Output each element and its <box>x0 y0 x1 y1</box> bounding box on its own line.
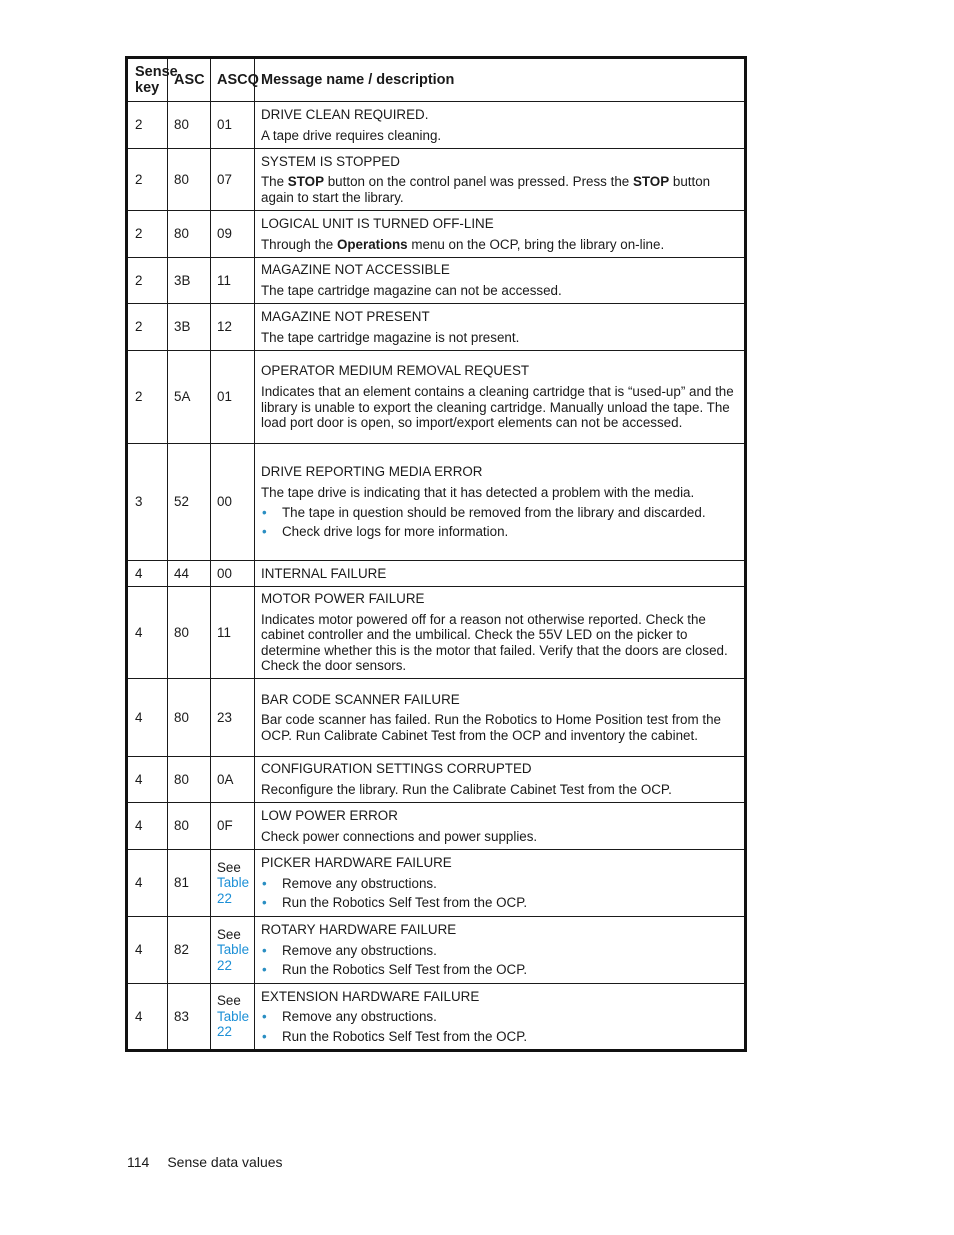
message-description <box>261 829 738 845</box>
message-title: MAGAZINE NOT ACCESSIBLE <box>261 262 450 278</box>
table-header-row <box>127 58 746 102</box>
asc-cell: 44 <box>168 561 211 587</box>
table-row <box>127 850 746 917</box>
list-item <box>261 876 738 892</box>
message-description <box>261 330 738 346</box>
message-description <box>261 782 738 798</box>
sense-key-cell: 4 <box>127 917 168 984</box>
message-title: OPERATOR MEDIUM REMOVAL REQUEST <box>261 363 530 379</box>
asc-cell: 80 <box>168 679 211 757</box>
message-title: BAR CODE SCANNER FAILURE <box>261 691 460 707</box>
table-row <box>127 149 746 211</box>
message-title: INTERNAL FAILURE <box>261 565 387 581</box>
header-message: Message name / description <box>255 58 746 102</box>
header-asc: ASC <box>168 58 211 102</box>
table-row <box>127 304 746 351</box>
asc-cell: 80 <box>168 102 211 149</box>
ascq-see-text: See <box>217 926 241 942</box>
description-text: The tape cartridge magazine can not be accessed. <box>261 283 562 298</box>
list-item <box>261 895 738 911</box>
ascq-cell: 01 <box>211 102 255 149</box>
description-text: The <box>261 174 288 190</box>
bullet-icon: • <box>262 504 267 520</box>
message-title: LOW POWER ERROR <box>261 807 398 823</box>
message-title: PICKER HARDWARE FAILURE <box>261 855 452 871</box>
sense-key-cell: 4 <box>127 803 168 850</box>
table-row <box>127 351 746 444</box>
message-cell <box>255 102 746 149</box>
message-title: EXTENSION HARDWARE FAILURE <box>261 988 480 1004</box>
table-row <box>127 679 746 757</box>
description-text: Bar code scanner has failed. Run the Robotics to Home Position test from the OCP. Run Calibrate Cabinet Test from the OCP and inventory the cabinet. <box>261 712 721 743</box>
page-number: 114 <box>127 1154 150 1170</box>
asc-cell: 80 <box>168 757 211 803</box>
message-cell <box>255 304 746 351</box>
message-title: SYSTEM IS STOPPED <box>261 153 400 169</box>
sense-key-cell: 2 <box>127 102 168 149</box>
ascq-cell <box>211 917 255 984</box>
asc-cell: 81 <box>168 850 211 917</box>
message-cell <box>255 351 746 444</box>
message-title: DRIVE CLEAN REQUIRED. <box>261 106 429 122</box>
description-text: Indicates that an element contains a cleaning cartridge that is “used-up” and the library is unable to export the cleaning cartridge. Manually unload the tape. The load port door is open, so import/export elements can not be accessed. <box>261 383 734 431</box>
asc-cell: 5A <box>168 351 211 444</box>
ascq-cell: 0A <box>211 757 255 803</box>
message-cell <box>255 917 746 984</box>
bullet-list <box>261 505 738 540</box>
sense-key-cell: 4 <box>127 561 168 587</box>
asc-cell: 82 <box>168 917 211 984</box>
ascq-cell: 00 <box>211 444 255 561</box>
table-22-link[interactable]: 22 <box>217 957 232 973</box>
ascq-cell <box>211 850 255 917</box>
table-22-link[interactable]: 22 <box>217 890 232 906</box>
table-row <box>127 444 746 561</box>
bullet-icon: • <box>262 1009 267 1025</box>
list-item <box>261 524 738 540</box>
sense-key-cell: 4 <box>127 984 168 1051</box>
description-text: Reconfigure the library. Run the Calibrate Cabinet Test from the OCP. <box>261 782 672 797</box>
message-cell <box>255 679 746 757</box>
ascq-cell: 00 <box>211 561 255 587</box>
table-row <box>127 757 746 803</box>
ascq-cell: 0F <box>211 803 255 850</box>
description-text: Through the <box>261 236 337 252</box>
sense-key-cell: 2 <box>127 258 168 304</box>
message-description <box>261 384 738 431</box>
description-text: Indicates motor powered off for a reason not otherwise reported. Check the cabinet controller and the umbilical. Check the 55V LED on the picker to determine whether this is the motor that failed. Verify that the doors are closed. Check the door sensors. <box>261 611 728 674</box>
list-item <box>261 943 738 959</box>
sense-key-cell: 3 <box>127 444 168 561</box>
message-title: LOGICAL UNIT IS TURNED OFF-LINE <box>261 215 494 231</box>
list-item <box>261 505 738 521</box>
sense-key-cell: 2 <box>127 149 168 211</box>
bullet-list <box>261 1009 738 1044</box>
message-cell <box>255 850 746 917</box>
asc-cell: 80 <box>168 803 211 850</box>
bullet-icon: • <box>262 895 267 911</box>
header-ascq: ASCQ <box>211 58 255 102</box>
table-row <box>127 587 746 679</box>
table-row <box>127 211 746 258</box>
table-row <box>127 803 746 850</box>
bullet-text: Run the Robotics Self Test from the OCP. <box>282 1028 528 1044</box>
message-description <box>261 128 738 144</box>
bullet-icon: • <box>262 1028 267 1044</box>
table-22-link[interactable]: Table <box>217 942 250 958</box>
asc-cell: 52 <box>168 444 211 561</box>
bullet-text: Remove any obstructions. <box>282 942 437 958</box>
description-text: A tape drive requires cleaning. <box>261 127 442 143</box>
ascq-cell: 11 <box>211 258 255 304</box>
table-body <box>127 102 746 1051</box>
table-row <box>127 917 746 984</box>
message-description <box>261 283 738 299</box>
sense-key-cell: 4 <box>127 587 168 679</box>
list-item <box>261 1009 738 1025</box>
table-row <box>127 561 746 587</box>
list-item <box>261 1029 738 1045</box>
asc-cell: 83 <box>168 984 211 1051</box>
bullet-list <box>261 943 738 978</box>
table-22-link[interactable]: Table <box>217 875 250 891</box>
description-text: button again to start the library. <box>261 174 711 205</box>
ascq-cell <box>211 984 255 1051</box>
table-row <box>127 984 746 1051</box>
sense-key-cell: 4 <box>127 850 168 917</box>
button-name: STOP <box>632 174 670 190</box>
description-text: button on the control panel was pressed. Press the <box>324 174 633 190</box>
table-22-link[interactable]: 22 <box>217 1024 232 1040</box>
message-description <box>261 237 738 253</box>
sense-data-table <box>125 56 747 1052</box>
ascq-cell: 09 <box>211 211 255 258</box>
table-22-link[interactable]: Table <box>217 1008 250 1024</box>
section-title: Sense data values <box>167 1154 283 1170</box>
bullet-text: Remove any obstructions. <box>282 1009 437 1025</box>
description-text: menu on the OCP, bring the library on-line. <box>407 236 665 252</box>
sense-key-cell: 2 <box>127 304 168 351</box>
sense-key-cell: 4 <box>127 679 168 757</box>
bullet-text: Run the Robotics Self Test from the OCP. <box>282 962 528 978</box>
bullet-text: The tape in question should be removed from the library and discarded. <box>282 504 706 520</box>
bullet-text: Remove any obstructions. <box>282 875 437 891</box>
header-sense-key: Sense key <box>127 58 168 102</box>
message-cell <box>255 587 746 679</box>
table-row <box>127 102 746 149</box>
ascq-cell: 01 <box>211 351 255 444</box>
ascq-cell: 23 <box>211 679 255 757</box>
description-text: The tape drive is indicating that it has detected a problem with the media. <box>261 484 695 500</box>
bullet-list <box>261 876 738 911</box>
table-row <box>127 258 746 304</box>
asc-cell: 80 <box>168 587 211 679</box>
bullet-icon: • <box>262 962 267 978</box>
message-cell <box>255 258 746 304</box>
bullet-icon: • <box>262 875 267 891</box>
asc-cell: 3B <box>168 258 211 304</box>
message-title: MAGAZINE NOT PRESENT <box>261 308 430 324</box>
bullet-icon: • <box>262 942 267 958</box>
ascq-see-text: See <box>217 993 241 1009</box>
asc-cell: 80 <box>168 211 211 258</box>
sense-key-cell: 2 <box>127 351 168 444</box>
description-text: The tape cartridge magazine is not present. <box>261 329 520 345</box>
bullet-text: Check drive logs for more information. <box>282 524 509 540</box>
message-cell <box>255 561 746 587</box>
button-name: Operations <box>336 236 408 252</box>
description-text: Check power connections and power supplies. <box>261 828 538 844</box>
bullet-icon: • <box>262 524 267 540</box>
ascq-cell: 11 <box>211 587 255 679</box>
message-description <box>261 712 738 743</box>
button-name: STOP <box>287 174 325 190</box>
ascq-cell: 12 <box>211 304 255 351</box>
sense-key-cell: 2 <box>127 211 168 258</box>
message-title: ROTARY HARDWARE FAILURE <box>261 922 457 938</box>
message-title: CONFIGURATION SETTINGS CORRUPTED <box>261 761 532 777</box>
message-cell <box>255 149 746 211</box>
page-footer <box>127 1154 283 1170</box>
message-cell <box>255 803 746 850</box>
asc-cell: 80 <box>168 149 211 211</box>
asc-cell: 3B <box>168 304 211 351</box>
message-description <box>261 485 738 501</box>
message-cell <box>255 757 746 803</box>
sense-key-cell: 4 <box>127 757 168 803</box>
message-title: MOTOR POWER FAILURE <box>261 591 425 607</box>
bullet-text: Run the Robotics Self Test from the OCP. <box>282 895 528 911</box>
message-description <box>261 174 738 205</box>
ascq-see-text: See <box>217 859 241 875</box>
message-description <box>261 612 738 674</box>
list-item <box>261 962 738 978</box>
message-cell <box>255 211 746 258</box>
message-cell <box>255 444 746 561</box>
ascq-cell: 07 <box>211 149 255 211</box>
message-cell <box>255 984 746 1051</box>
message-title: DRIVE REPORTING MEDIA ERROR <box>261 464 483 480</box>
